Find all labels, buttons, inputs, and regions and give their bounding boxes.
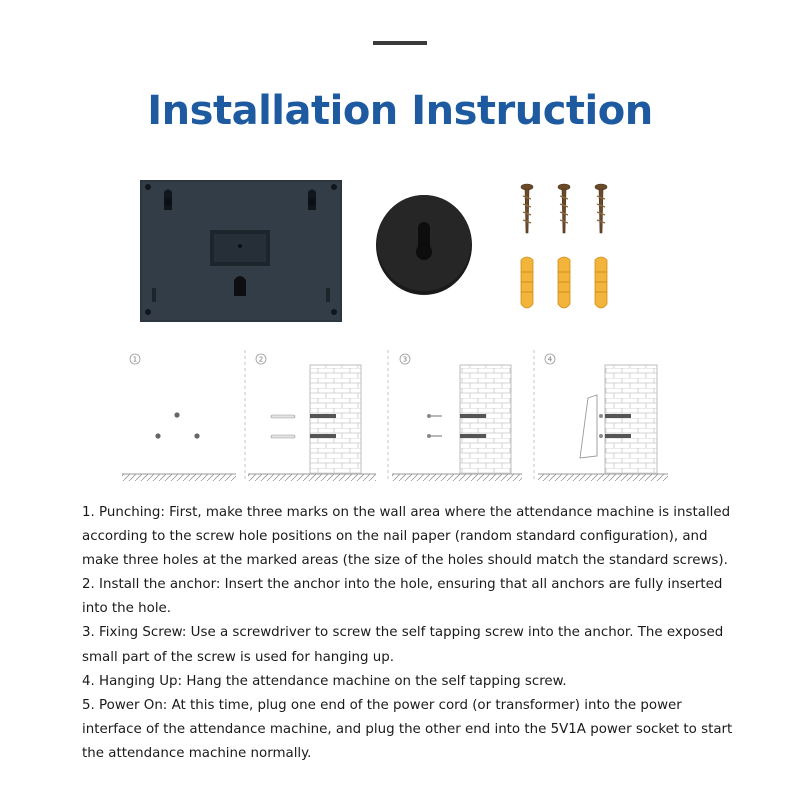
step-1-number: 1 [132, 355, 138, 364]
top-accent-bar [373, 41, 427, 45]
installation-steps-diagram [118, 348, 678, 488]
step-3-number: 3 [402, 355, 408, 364]
instruction-step-4: 4. Hanging Up: Hang the attendance machine on the self tapping screw. [82, 673, 567, 689]
step-3-diagram [392, 354, 522, 481]
screws-and-anchors-image [508, 180, 618, 316]
hanger-disk-image [374, 188, 474, 298]
step-4-number: 4 [547, 355, 553, 364]
page-title: Installation Instruction [147, 88, 653, 134]
step-2-number: 2 [258, 355, 264, 364]
step-2-diagram [248, 354, 376, 481]
instruction-step-3: 3. Fixing Screw: Use a screwdriver to screw the self tapping screw into the anchor. The exposed small part of the screw is used for hanging up. [82, 625, 724, 665]
step-4-diagram [538, 354, 668, 481]
instruction-text [82, 501, 742, 766]
step-1-diagram [122, 354, 236, 481]
instruction-step-1: 1. Punching: First, make three marks on the wall area where the attendance machine is installed according to the screw hole positions on the nail paper (random standard configuration), and make three holes at the marked areas (the size of the holes should match the standard screws). [82, 505, 731, 569]
instruction-step-2: 2. Install the anchor: Insert the anchor into the hole, ensuring that all anchors are fully inserted into the hole. [82, 577, 723, 617]
instruction-step-5: 5. Power On: At this time, plug one end of the power cord (or transformer) into the power interface of the attendance machine, and plug the other end into the 5V1A power socket to start the attendance machine normally. [82, 697, 733, 761]
mounting-plate-image [140, 180, 342, 322]
